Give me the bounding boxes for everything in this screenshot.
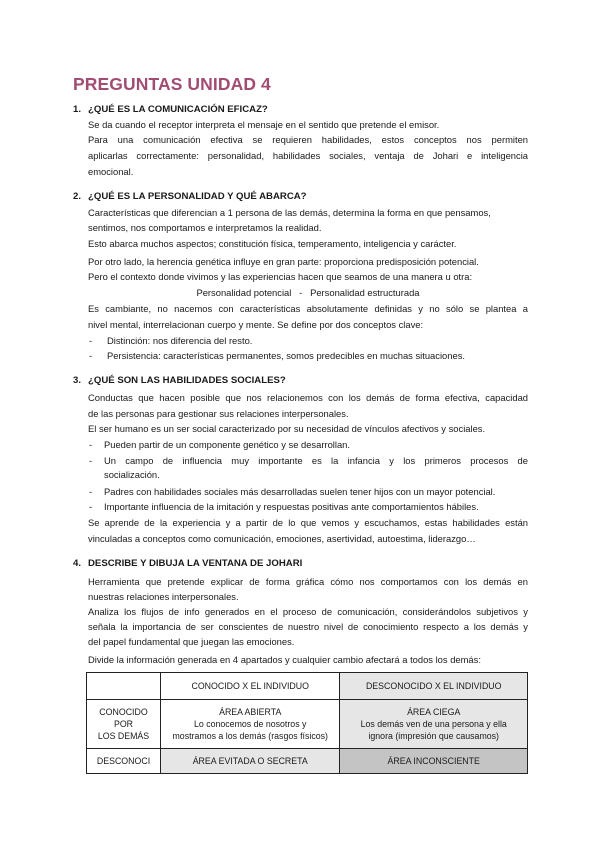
table-row [87,700,528,749]
column-header-known-self: CONOCIDO X EL INDIVIDUO [161,673,340,700]
paragraph-line-centered: Personalidad potencial - Personalidad estructurada [196,287,420,298]
paragraph-line: emocional. [88,166,134,177]
question-2-heading [73,191,307,202]
paragraph-line: Para una comunicación efectiva se requieren habilidades, estos conceptos nos permiten [88,134,528,145]
bullet-text-continued: socialización. [104,469,160,480]
question-number: 2. [73,191,82,202]
paragraph-line: Se aprende de la experiencia y a partir de lo que vemos y escuchamos, estas habilidades están [88,517,528,528]
row-header-line: LOS DEMÁS [97,731,150,741]
paragraph-line: Por otro lado, la herencia genética influye en gran parte: proporciona predisposición potencial. [88,256,479,267]
paragraph-line: Características que diferencian a 1 persona de las demás, determina la forma en que pensamos, [88,207,491,218]
bullet-text: Persistencia: características permanentes, somos predecibles en muchas situaciones. [107,350,465,361]
blind-area-description: ignora (impresión que causamos) [368,731,499,741]
question-number: 4. [73,558,82,569]
paragraph-line: nivel mental, interrelacionan cuerpo y mente. Se define por dos conceptos clave: [88,319,424,330]
question-4-heading [73,558,302,569]
bullet-dash: - [89,455,93,466]
open-area-description: Lo conocemos de nosotros y [193,719,307,729]
row-header-line: CONOCIDO [99,707,148,717]
paragraph-line: Divide la información generada en 4 apartados y cualquier cambio afectará a todos los demás: [88,654,481,665]
question-3-heading [73,375,286,386]
paragraph-line: vinculadas a conceptos como comunicación, emociones, asertividad, autoestima, liderazgo… [88,533,476,544]
paragraph-line: señala la importancia de ser conscientes de nuestro nivel de conocimiento respecto a los demás y [88,621,528,632]
row-header-known-others [87,700,161,749]
table-corner-cell [87,673,161,700]
bullet-dash: - [89,486,93,497]
bullet-dash: - [89,439,93,450]
bullet-text: Importante influencia de la imitación y respuestas positivas ante comportamientos hábiles. [104,501,479,512]
question-1-heading [73,104,268,115]
paragraph-line: El ser humano es un ser social caracterizado por su necesidad de vínculos afectivos y sociales. [88,423,486,434]
johari-window-table [86,672,528,774]
column-header-unknown-self: DESCONOCIDO X EL INDIVIDUO [340,673,528,700]
blind-area-description: Los demás ven de una persona y ella [360,719,507,729]
question-title: ¿QUÉ SON LAS HABILIDADES SOCIALES? [88,375,286,386]
paragraph-line: sentimos, nos comportamos e interpretamos la realidad. [88,222,322,233]
bullet-dash: - [89,350,93,361]
open-area-title: ÁREA ABIERTA [219,707,282,717]
paragraph-line: aplicarlas correctamente: personalidad, habilidades sociales, ventaja de Johari e inteligencia [88,150,528,161]
question-title: DESCRIBE Y DIBUJA LA VENTANA DE JOHARI [88,558,303,569]
unknown-area-cell: ÁREA INCONSCIENTE [340,749,528,774]
paragraph-line: Analiza los flujos de info generados en el proceso de comunicación, considerándolos subjetivos y [88,606,528,617]
table-row [87,673,528,700]
table-row [87,749,528,774]
question-title: ¿QUÉ ES LA COMUNICACIÓN EFICAZ? [88,104,268,115]
paragraph-line: del papel fundamental que juegan las emociones. [88,636,295,647]
paragraph-line: Esto abarca muchos aspectos; constitución física, temperamento, inteligencia y carácter. [88,238,457,249]
hidden-area-cell: ÁREA EVITADA O SECRETA [161,749,340,774]
paragraph-line: Se da cuando el receptor interpreta el mensaje en el sentido que pretende el emisor. [88,119,440,130]
paragraph-line: de las personas para gestionar sus relaciones interpersonales. [88,408,349,419]
blind-area-cell [340,700,528,749]
open-area-cell [161,700,340,749]
bullet-text: Distinción: nos diferencia del resto. [107,335,253,346]
paragraph-line: Pero el contexto donde vivimos y las experiencias hacen que seamos de una manera u otra: [88,271,473,282]
page-title: PREGUNTAS UNIDAD 4 [73,74,271,94]
bullet-text: Un campo de influencia muy importante es la infancia y los primeros procesos de [104,455,528,466]
paragraph-line: Herramienta que pretende explicar de forma gráfica cómo nos comportamos con los demás en [88,576,528,587]
question-title: ¿QUÉ ES LA PERSONALIDAD Y QUÉ ABARCA? [88,191,307,202]
row-header-line: POR [113,719,134,729]
paragraph-line: Es cambiante, no nacemos con características absolutamente definidas y no sólo se plantea a [88,303,528,314]
row-header-unknown-others: DESCONOCI [87,749,161,774]
bullet-dash: - [89,335,93,346]
bullet-text: Pueden partir de un componente genético y se desarrollan. [104,439,350,450]
question-number: 3. [73,375,82,386]
bullet-text: Padres con habilidades sociales más desarrolladas suelen tener hijos con un mayor potencial. [104,486,496,497]
open-area-description: mostramos a los demás (rasgos físicos) [172,731,328,741]
question-number: 1. [73,104,82,115]
bullet-dash: - [89,501,93,512]
blind-area-title: ÁREA CIEGA [407,707,461,717]
paragraph-line: Conductas que hacen posible que nos relacionemos con los demás de forma efectiva, capacidad [88,392,528,403]
paragraph-line: nuestras relaciones interpersonales. [88,591,239,602]
